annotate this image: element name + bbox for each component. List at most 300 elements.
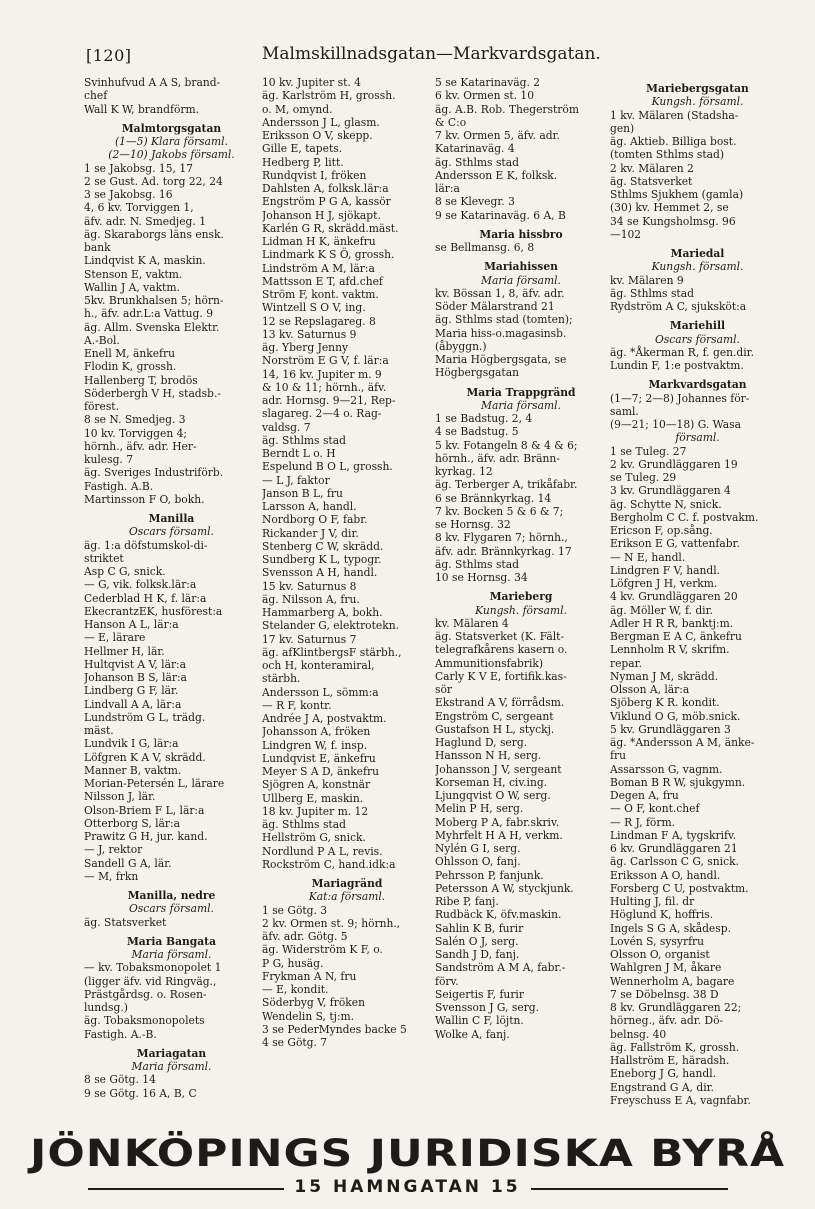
directory-line: Enell M, änkefru xyxy=(84,347,175,360)
directory-line: — E, lärare xyxy=(84,631,146,645)
directory-line: Stenson E, vaktm. xyxy=(84,267,183,281)
directory-line: äg. Sthlms stad xyxy=(435,557,519,571)
directory-line: 2 kv. Grundläggaren 19 xyxy=(610,457,738,471)
directory-line: Ström F, kont. vaktm. xyxy=(262,288,379,301)
directory-line: 3 se PederMyndes backe 5 xyxy=(262,1022,407,1036)
directory-line: Mariahissen xyxy=(484,260,558,274)
directory-line: Nordborg O F, fabr. xyxy=(262,513,368,527)
directory-line: — N E, handl. xyxy=(610,550,686,564)
directory-line: Söderbergh V H, stadsb.- xyxy=(84,386,221,400)
directory-line: Svensson A H, handl. xyxy=(262,566,378,580)
directory-line: Haglund D, serg. xyxy=(435,736,528,749)
directory-line: Bergman E A C, änkefru xyxy=(610,630,742,643)
directory-line: 10 kv. Torviggen 4; xyxy=(84,426,188,440)
directory-line: Fastigh. A.B. xyxy=(84,479,154,493)
directory-line: Markvardsgatan xyxy=(648,378,747,392)
page-number: [120] xyxy=(86,46,132,65)
directory-line: Wallin J A, vaktm. xyxy=(84,280,180,294)
directory-line: Katarinaväg. 4 xyxy=(435,142,515,156)
directory-line: striktet xyxy=(84,551,124,565)
directory-line: — R J, förm. xyxy=(610,815,676,829)
directory-line: — J, rektor xyxy=(84,843,143,857)
directory-line: 7 kv. Bocken 5 & 6 & 7; xyxy=(435,504,564,518)
directory-line: 7 se Döbelnsg. 38 D xyxy=(610,987,719,1001)
directory-line: Andrée J A, postvaktm. xyxy=(262,712,387,725)
directory-line: 1 se Badstug. 2, 4 xyxy=(435,412,533,425)
directory-line: Ribe P, fanj. xyxy=(435,895,499,908)
directory-line: 1 se Jakobsg. 15, 17 xyxy=(84,161,193,175)
directory-line: Andersson J L, glasm. xyxy=(262,115,380,129)
directory-line: 3 se Jakobsg. 16 xyxy=(84,188,173,201)
directory-line: — kv. Tobaksmonopolet 1 xyxy=(84,961,222,975)
directory-line: Hedberg P, litt. xyxy=(262,155,344,169)
directory-line: Melin P H, serg. xyxy=(435,802,524,816)
directory-line: & 10 & 11; hörnh., äfv. xyxy=(262,380,387,394)
directory-line: Dahlsten A, folksk.lär:a xyxy=(262,182,389,195)
directory-line: Nordlund P A L, revis. xyxy=(262,844,383,858)
directory-line: Oscars församl. xyxy=(129,525,214,539)
directory-line: Andersson L, sömm:a xyxy=(262,685,379,699)
directory-line: 8 kv. Flygaren 7; hörnh., xyxy=(435,531,568,545)
directory-line: (1—7; 2—8) Johannes för- xyxy=(610,391,750,405)
directory-line: 8 se Götg. 14 xyxy=(84,1073,156,1087)
directory-line: Kungsh. församl. xyxy=(475,603,567,617)
directory-line: bank xyxy=(84,241,111,254)
directory-line: gen) xyxy=(610,121,635,135)
directory-line: 1 se Götg. 3 xyxy=(262,903,328,917)
directory-line: Kat:a församl. xyxy=(308,890,386,904)
directory-line: äg. Sthlms stad xyxy=(262,433,346,447)
directory-line: Hallström E, häradsh. xyxy=(610,1054,730,1067)
directory-line: äg. Aktieb. Billiga bost. xyxy=(610,135,737,148)
directory-line: Assarsson G, vagnm. xyxy=(610,762,723,776)
directory-line: Sundberg K L, typogr. xyxy=(262,553,382,566)
page-title: Malmskillnadsgatan—Markvardsgatan. xyxy=(262,44,601,64)
directory-line: Maria Trappgränd xyxy=(466,385,576,399)
directory-line: 12 se Repslagareg. 8 xyxy=(262,314,376,328)
directory-line: Söderbyg V, fröken xyxy=(262,996,365,1010)
directory-line: Ekstrand A V, förrådsm. xyxy=(435,696,565,710)
directory-line: — R F, kontr. xyxy=(262,698,332,712)
directory-line: belnsg. 40 xyxy=(610,1027,667,1041)
directory-line: Rickander J V, dir. xyxy=(262,526,359,540)
advertisement-address xyxy=(0,1177,815,1197)
directory-line: Lindberg G F, lär. xyxy=(84,684,179,698)
directory-line: äg. Statsverket xyxy=(610,174,693,188)
directory-line: Svinhufvud A A S, brand- xyxy=(84,76,221,89)
directory-line: äg. Möller W, f. dir. xyxy=(610,603,713,617)
directory-line: lär:a xyxy=(435,182,460,195)
directory-line: och H, konteramiral, xyxy=(262,659,375,672)
directory-line: Andersson E K, folksk. xyxy=(435,168,558,182)
directory-line: 4 se Badstug. 5 xyxy=(435,425,519,439)
directory-column-3 xyxy=(435,76,607,1120)
directory-line: äg. Sveriges Industriförb. xyxy=(84,466,224,480)
directory-line: (30) kv. Hemmet 2, se xyxy=(610,201,729,215)
directory-line: Ericson F, op.sång. xyxy=(610,524,713,537)
directory-line: Mattsson E T, afd.chef xyxy=(262,274,383,288)
directory-line: Mariebergsgatan xyxy=(646,82,749,95)
directory-line: Hansson N H, serg. xyxy=(435,749,542,763)
directory-line: 5 kv. Fotangeln 8 & 4 & 6; xyxy=(435,438,578,452)
directory-line: äg. Terberger A, trikåfabr. xyxy=(435,478,578,492)
directory-line: Lindström A M, lär:a xyxy=(262,261,375,275)
directory-line: se Tuleg. 29 xyxy=(610,471,677,484)
advertisement-address-text: 15 HAMNGATAN 15 xyxy=(284,1177,530,1197)
directory-line: Lidman H K, änkefru xyxy=(262,235,376,248)
directory-line: Eriksson O V, skepp. xyxy=(262,129,373,142)
directory-line: hörneg., äfv. adr. Dö- xyxy=(610,1014,724,1028)
directory-line: adr. Hornsg. 9—21, Rep- xyxy=(262,394,396,407)
directory-columns xyxy=(84,76,784,1120)
directory-line: Mariedal xyxy=(670,247,725,260)
directory-line: Degen A, fru xyxy=(610,789,679,802)
directory-line: Wahlgren J M, åkare xyxy=(610,961,722,975)
directory-line: 17 kv. Saturnus 7 xyxy=(262,632,357,646)
directory-line: se Bellmansg. 6, 8 xyxy=(435,241,535,254)
directory-line: Lindmark K S Ö, grossh. xyxy=(262,248,395,262)
directory-line: 2 se Gust. Ad. torg 22, 24 xyxy=(84,174,223,188)
directory-line: Ullberg E, maskin. xyxy=(262,791,364,805)
directory-line: Maria hiss-o.magasinsb. xyxy=(435,326,567,340)
directory-line: Pehrsson P, fanjunk. xyxy=(435,868,544,882)
directory-line: Marieberg xyxy=(489,590,553,604)
directory-line: äg. Tobaksmonopolets xyxy=(84,1014,205,1028)
directory-line: Wendelin S, tj:m. xyxy=(262,1009,355,1023)
directory-line: h., äfv. adr.L:a Vattug. 9 xyxy=(84,307,213,321)
directory-line: Petersson A W, styckjunk. xyxy=(435,881,574,895)
directory-line: Adler H R R, banktj:m. xyxy=(610,616,734,630)
directory-line: Prästgårdsg. o. Rosen- xyxy=(84,987,207,1001)
directory-line: Lindgren F V, handl. xyxy=(610,563,721,577)
directory-line: Nilsson J, lär. xyxy=(84,790,156,804)
directory-line: Lindman F A, tygskrifv. xyxy=(610,828,737,842)
directory-line: äg. Sthlms stad xyxy=(262,818,346,831)
directory-line: A.-Bol. xyxy=(84,333,120,347)
directory-line: 10 kv. Jupiter st. 4 xyxy=(262,76,361,89)
directory-line: Olson-Briem F L, lär:a xyxy=(84,803,205,817)
directory-line: äfv. adr. Götg. 5 xyxy=(262,930,348,943)
directory-line: Lindqvist K A, maskin. xyxy=(84,254,206,268)
directory-line: Freyschuss E A, vagnfabr. xyxy=(610,1093,751,1107)
directory-line: Nylén G I, serg. xyxy=(435,842,521,855)
directory-line: Svensson J G, serg. xyxy=(435,1001,540,1014)
directory-line: Engström P G A, kassör xyxy=(262,195,391,209)
directory-line: Maria hissbro xyxy=(479,227,563,241)
directory-line: äg. 1:a döfstumskol-di- xyxy=(84,538,208,552)
directory-line: Manilla xyxy=(148,512,195,525)
directory-line: Korseman H, civ.ing. xyxy=(435,775,548,789)
directory-line: äg. *Åkerman R, f. gen.dir. xyxy=(610,345,755,359)
directory-line: Johanson B S, lär:a xyxy=(84,671,187,684)
directory-line: äg. *Andersson A M, änke- xyxy=(610,736,755,749)
directory-line: 34 se Kungsholmsg. 96 xyxy=(610,214,736,228)
directory-line: Mariagränd xyxy=(311,877,383,890)
directory-line: —102 xyxy=(610,227,642,241)
directory-line: Salén O J, serg. xyxy=(435,934,519,948)
directory-line: Karlén G R, skrädd.mäst. xyxy=(262,221,399,235)
directory-line: Maria församl. xyxy=(481,273,561,287)
directory-line: Lundqvist E, änkefru xyxy=(262,751,376,765)
directory-line: — G, vik. folksk.lär:a xyxy=(84,578,197,592)
directory-line: Wolke A, fanj. xyxy=(435,1027,510,1041)
directory-line: Mariagatan xyxy=(136,1046,207,1060)
advertisement-title: JÖNKÖPINGS JURIDISKA BYRÅ xyxy=(29,1131,786,1176)
directory-line: Cederblad H K, f. lär:a xyxy=(84,591,207,605)
directory-line: & C:o xyxy=(435,115,467,129)
directory-line: Berndt L o. H xyxy=(262,447,336,460)
directory-line: Lundström G L, trädg. xyxy=(84,710,206,724)
directory-line: kv. Bössan 1, 8, äfv. adr. xyxy=(435,286,565,300)
directory-line: — L J, faktor xyxy=(262,473,330,487)
directory-line: Manner B, vaktm. xyxy=(84,763,182,777)
directory-line: Ljungqvist O W, serg. xyxy=(435,789,551,802)
directory-line: 5 kv. Grundläggaren 3 xyxy=(610,722,731,736)
directory-line: Lundvik I G, lär:a xyxy=(84,737,179,751)
directory-line: Löfgren K A V, skrädd. xyxy=(84,750,206,764)
directory-line: församl. xyxy=(675,431,720,445)
directory-line: Höglund K, hoffris. xyxy=(610,908,714,922)
directory-line: Hultqvist A V, lär:a xyxy=(84,657,187,671)
directory-line: äg. Carlsson C G, snick. xyxy=(610,855,739,869)
directory-line: Bergholm C C. f. postvakm. xyxy=(610,510,759,524)
directory-line: chef xyxy=(84,89,108,103)
directory-line: — M, frkn xyxy=(84,869,139,883)
directory-line: äg. Widerström K F, o. xyxy=(262,943,383,957)
directory-line: Eneborg J G, handl. xyxy=(610,1067,717,1081)
directory-line: äg. Fallström K, grossh. xyxy=(610,1040,740,1054)
directory-line: Löfgren J H, verkm. xyxy=(610,577,718,590)
directory-line: 8 se Klevegr. 3 xyxy=(435,195,515,209)
directory-line: Martinsson F O, bokh. xyxy=(84,492,205,506)
directory-line: Mariehill xyxy=(669,319,726,333)
directory-line: — E, kondit. xyxy=(262,983,329,996)
directory-line: Carly K V E, fortifik.kas- xyxy=(435,669,567,683)
directory-line: Malmtorgsgatan xyxy=(121,121,222,135)
directory-line: äg. Schytte N, snick. xyxy=(610,497,722,511)
directory-line: Wallin C F, löjtn. xyxy=(435,1014,524,1028)
directory-line: hörnh., äfv. adr. Bränn- xyxy=(435,451,560,465)
directory-line: Sjöberg K R. kondit. xyxy=(610,696,720,710)
directory-line: Ohlsson O, fanj. xyxy=(435,855,521,869)
directory-line: fru xyxy=(610,749,626,763)
directory-line: o. M, omynd. xyxy=(262,102,333,116)
directory-line: 9 se Götg. 16 A, B, C xyxy=(84,1086,197,1100)
directory-line: 14, 16 kv. Jupiter m. 9 xyxy=(262,367,382,381)
directory-line: Viklund O G, möb.snick. xyxy=(610,709,741,723)
directory-line: Maria församl. xyxy=(131,1060,212,1073)
directory-line: 5kv. Brunkhalsen 5; hörn- xyxy=(84,294,224,307)
directory-line: Morian-Petersén L, lärare xyxy=(84,777,225,790)
directory-line: äfv. adr. Brännkyrkag. 17 xyxy=(435,544,572,558)
directory-line: 3 kv. Grundläggaren 4 xyxy=(610,484,731,498)
directory-line: Ammunitionsfabrik) xyxy=(435,656,544,670)
directory-line: (1—5) Klara församl. xyxy=(115,135,228,148)
directory-line: Boman B R W, sjukgymn. xyxy=(610,775,746,789)
directory-line: Hanson A L, lär:a xyxy=(84,618,179,631)
directory-line: Engstrand G A, dir. xyxy=(610,1080,714,1094)
directory-line: Olsson A, lär:a xyxy=(610,683,690,696)
directory-line: — O F, kont.chef xyxy=(610,802,700,816)
directory-line: Oscars församl. xyxy=(655,332,740,346)
directory-line: 2 kv. Mälaren 2 xyxy=(610,161,694,175)
directory-line: Asp C G, snick. xyxy=(84,565,166,578)
directory-line: Wintzell S O V, ing. xyxy=(262,301,366,315)
directory-line: (2—10) Jakobs församl. xyxy=(108,148,235,162)
directory-line: mäst. xyxy=(84,724,114,737)
directory-line: Nyman J M, skrädd. xyxy=(610,669,719,683)
directory-line: Rundqvist I, fröken xyxy=(262,168,367,182)
directory-line: äg. Yberg Jenny xyxy=(262,341,348,354)
directory-line: Wennerholm A, bagare xyxy=(610,974,735,988)
directory-line: 4, 6 kv. Torviggen 1, xyxy=(84,201,194,215)
directory-line: Ingels S G A, skådesp. xyxy=(610,921,731,935)
directory-line: Erikson E G, vattenfabr. xyxy=(610,537,740,551)
directory-line: Maria Högbergsgata, se xyxy=(435,353,567,366)
directory-line: Prawitz G H, jur. kand. xyxy=(84,830,208,843)
directory-line: äg. Karlström H, grossh. xyxy=(262,89,396,103)
directory-line: Sandh J D, fanj. xyxy=(435,948,520,961)
directory-line: Myhrfelt H A H, verkm. xyxy=(435,828,563,842)
directory-line: hörnh., äfv. adr. Her- xyxy=(84,439,197,453)
directory-line: äg. Skaraborgs läns ensk. xyxy=(84,227,224,241)
directory-line: kv. Mälaren 9 xyxy=(610,273,684,287)
directory-line: Lovén S, sysyrfru xyxy=(610,934,705,948)
directory-line: Gille E, tapets. xyxy=(262,142,343,156)
directory-line: äg. Statsverket xyxy=(84,915,167,929)
directory-line: Sandell G A, lär. xyxy=(84,856,172,870)
directory-line: Olsson O, organist xyxy=(610,948,710,961)
directory-line: 7 kv. Ormen 5, äfv. adr. xyxy=(435,129,560,142)
directory-line: Maria Bangata xyxy=(126,934,217,948)
directory-line: 10 se Hornsg. 34 xyxy=(435,571,528,584)
directory-line: 18 kv. Jupiter m. 12 xyxy=(262,804,369,818)
directory-line: Sthlms Sjukhem (gamla) xyxy=(610,188,744,201)
directory-line: äg. Sthlms stad xyxy=(435,155,519,169)
directory-line: Lindvall A A, lär:a xyxy=(84,697,182,711)
directory-line: Lennholm R V, skrifm. xyxy=(610,643,730,657)
directory-line: äg. Allm. Svenska Elektr. xyxy=(84,320,220,334)
directory-line: Maria församl. xyxy=(131,948,212,961)
directory-line: valdsg. 7 xyxy=(262,420,311,434)
directory-line: (tomten Sthlms stad) xyxy=(610,148,725,162)
directory-line: Johansson A, fröken xyxy=(262,725,371,739)
directory-column-4 xyxy=(610,76,784,1120)
directory-line: Lundin F, 1:e postvaktm. xyxy=(610,359,744,372)
directory-line: Larsson A, handl. xyxy=(262,500,357,513)
directory-line: Oscars församl. xyxy=(129,902,214,916)
directory-line: äg. A.B. Rob. Thegerström xyxy=(435,102,579,116)
directory-line: äg. Sthlms stad xyxy=(610,286,694,300)
directory-line: äg. Sthlms stad (tomten); xyxy=(435,313,573,327)
directory-line: stärbh. xyxy=(262,672,301,686)
directory-line: Sjögren A, konstnär xyxy=(262,778,371,792)
directory-line: Gustafson H L, styckj. xyxy=(435,722,555,736)
directory-line: 9 se Katarinaväg. 6 A, B xyxy=(435,208,566,222)
directory-line: äg. Nilsson A, fru. xyxy=(262,592,360,606)
directory-line: Eriksson A O, handl. xyxy=(610,868,721,882)
directory-line: 13 kv. Saturnus 9 xyxy=(262,327,357,341)
directory-line: Frykman A N, fru xyxy=(262,969,357,983)
directory-line: (åbyggn.) xyxy=(435,339,487,353)
directory-line: Hellmer H, lär. xyxy=(84,644,165,658)
directory-line: Sandström A M A, fabr.- xyxy=(435,961,566,975)
directory-line: 8 kv. Grundläggaren 22; xyxy=(610,1001,742,1014)
directory-line: äg. Statsverket (K. Fält- xyxy=(435,630,565,643)
directory-line: Hammarberg A, bokh. xyxy=(262,606,383,619)
directory-line: Seigertis F, furir xyxy=(435,987,524,1001)
directory-line: se Hornsg. 32 xyxy=(435,518,511,531)
directory-line: Meyer S A D, änkefru xyxy=(262,765,379,778)
directory-line: Manilla, nedre xyxy=(127,889,216,902)
directory-line: Kungsh. församl. xyxy=(651,260,744,274)
directory-line: kulesg. 7 xyxy=(84,453,134,466)
directory-line: repar. xyxy=(610,656,642,670)
directory-line: Sahlin K B, furir xyxy=(435,921,524,935)
directory-line: Rudbäck K, öfv.maskin. xyxy=(435,908,562,922)
directory-line: 6 kv. Ormen st. 10 xyxy=(435,89,535,103)
directory-line: (ligger äfv. vid Ringväg., xyxy=(84,974,217,988)
directory-line: Engström C, sergeant xyxy=(435,709,554,723)
directory-line: Maria församl. xyxy=(481,398,561,412)
directory-line: telegrafkårens kasern o. xyxy=(435,643,568,657)
directory-line: kv. Mälaren 4 xyxy=(435,616,509,630)
directory-line: (9—21; 10—18) G. Wasa xyxy=(610,418,741,431)
directory-line: 8 se N. Smedjeg. 3 xyxy=(84,413,186,427)
directory-line: 4 kv. Grundläggaren 20 xyxy=(610,590,738,604)
directory-line: äg. afKlintbergsF stärbh., xyxy=(262,645,402,659)
directory-line: 15 kv. Saturnus 8 xyxy=(262,579,357,593)
directory-line: förest. xyxy=(84,400,120,413)
directory-line: Wall K W, brandförm. xyxy=(84,102,200,116)
directory-line: Johanson H J, sjökapt. xyxy=(262,208,381,222)
directory-column-1 xyxy=(84,76,259,1120)
directory-line: Lindgren W, f. insp. xyxy=(262,738,368,752)
directory-line: Stenberg C W, skrädd. xyxy=(262,539,384,553)
directory-line: Hulting J, fil. dr xyxy=(610,895,695,908)
directory-line: Forsberg C U, postvaktm. xyxy=(610,881,749,895)
directory-column-2 xyxy=(262,76,432,1120)
directory-line: Janson B L, fru xyxy=(262,486,343,500)
directory-line: Norström E G V, f. lär:a xyxy=(262,354,389,368)
directory-line: förv. xyxy=(435,974,459,988)
directory-line: 6 se Brännkyrkag. 14 xyxy=(435,491,552,505)
directory-line: Kungsh. församl. xyxy=(651,95,744,109)
directory-line: Stelander G, elektrotekn. xyxy=(262,619,399,633)
directory-line: 6 kv. Grundläggaren 21 xyxy=(610,842,738,855)
directory-line: Hellström G, snick. xyxy=(262,831,366,845)
directory-line: Söder Mälarstrand 21 xyxy=(435,300,555,313)
directory-line: kyrkag. 12 xyxy=(435,465,493,478)
directory-line: Fastigh. A.-B. xyxy=(84,1027,157,1041)
directory-line: Johansson J V, sergeant xyxy=(435,762,562,776)
directory-line: Otterborg S, lär:a xyxy=(84,816,181,830)
directory-line: EkecrantzEK, husförest:a xyxy=(84,604,223,618)
directory-line: 2 kv. Ormen st. 9; hörnh., xyxy=(262,916,401,930)
directory-line: Högbergsgatan xyxy=(435,366,519,380)
directory-line: sör xyxy=(435,683,453,696)
directory-line: Flodin K, grossh. xyxy=(84,360,177,374)
directory-line: 1 kv. Mälaren (Stadsha- xyxy=(610,108,739,122)
directory-line: saml. xyxy=(610,404,639,418)
directory-line: äfv. adr. N. Smedjeg. 1 xyxy=(84,214,206,228)
directory-line: 5 se Katarinaväg. 2 xyxy=(435,76,541,89)
directory-line: 4 se Götg. 7 xyxy=(262,1036,328,1049)
directory-line: 1 se Tuleg. 27 xyxy=(610,444,687,458)
directory-line: P G, husäg. xyxy=(262,956,324,970)
directory-line: slagareg. 2—4 o. Rag- xyxy=(262,407,382,421)
directory-line: Rydström A C, sjuksköt:a xyxy=(610,300,747,313)
